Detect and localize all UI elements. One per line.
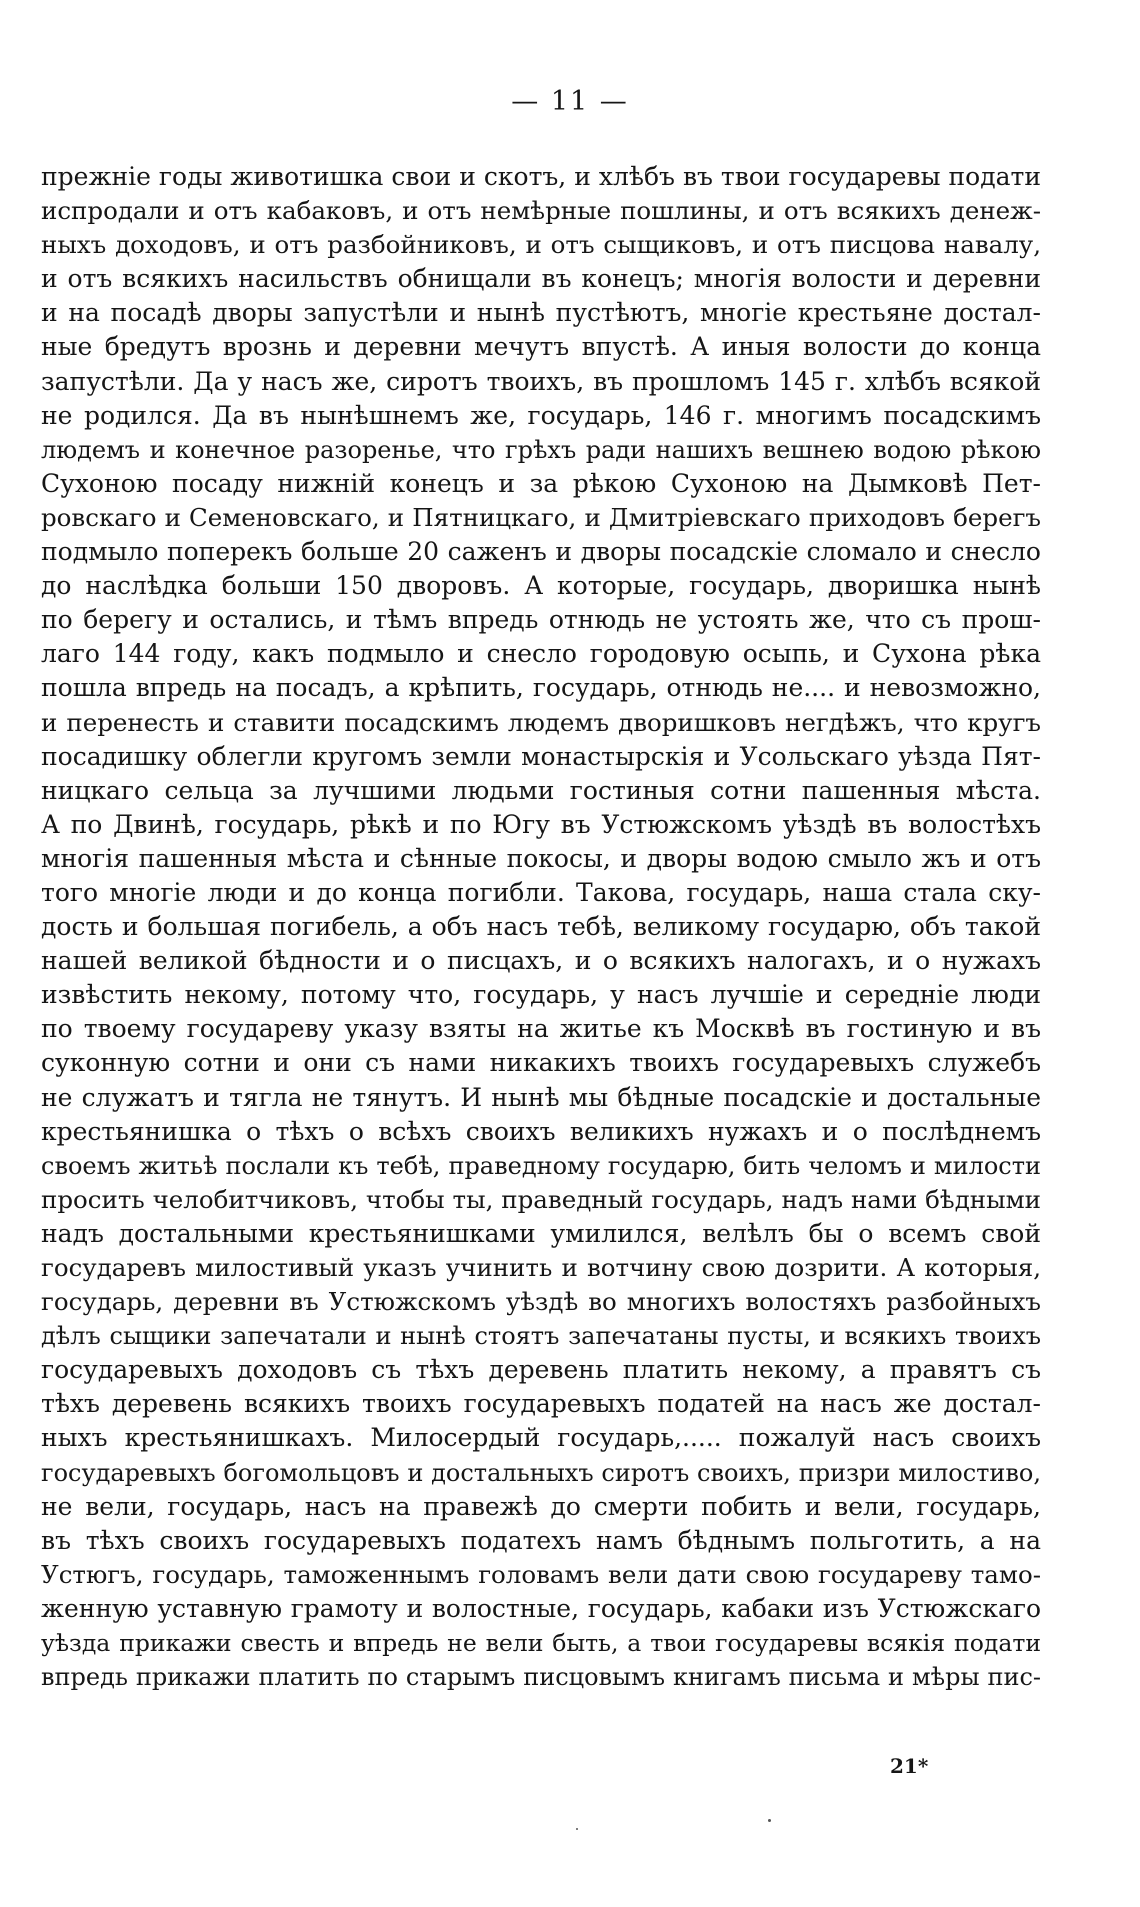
- text-line: не вели, государь, насъ на правежѣ до смерти побить и вели, государь,: [41, 1491, 1041, 1521]
- text-line: Устюгъ, государь, таможеннымъ головамъ вели дати свою государеву тамо-: [41, 1559, 1041, 1589]
- text-line: прежніе годы животишка свои и скотъ, и хлѣбъ въ твои государевы подати: [41, 162, 1041, 191]
- text-line: не родился. Да въ нынѣшнемъ же, государь, 146 г. многимъ посадскимъ: [41, 400, 1041, 430]
- body-text: [41, 160, 1041, 1694]
- text-line: уѣзда прикажи свесть и впредь не вели быть, а твои государевы всякія подати: [41, 1629, 1041, 1658]
- text-line: своемъ житьѣ послали къ тебѣ, праведному государю, бить челомъ и милости: [41, 1151, 1041, 1180]
- text-line: испродали и отъ кабаковъ, и отъ немѣрные пошлины, и отъ всякихъ денеж-: [41, 196, 1041, 226]
- text-line: тѣхъ деревень всякихъ твоихъ государевыхъ податей на насъ же достал-: [41, 1389, 1041, 1419]
- text-line: и отъ всякихъ насильствъ обнищали въ конецъ; многія волости и деревни: [41, 264, 1041, 294]
- text-line: лаго 144 году, какъ подмыло и снесло городовую осыпь, и Сухона рѣка: [41, 639, 1041, 669]
- text-line: Сухоною посаду нижній конецъ и за рѣкою Сухоною на Дымковѣ Пет-: [41, 468, 1041, 498]
- page-number: — 11 —: [511, 86, 629, 117]
- text-line: въ тѣхъ своихъ государевыхъ податехъ намъ бѣднымъ польготить, а на: [41, 1525, 1041, 1555]
- text-line: ровскаго и Семеновскаго, и Пятницкаго, и Дмитріевскаго приходовъ берегъ: [41, 502, 1041, 532]
- text-line: государевъ милостивый указъ учинить и вотчину свою дозрити. А которыя,: [41, 1253, 1041, 1282]
- text-line: запустѣли. Да у насъ же, сиротъ твоихъ, въ прошломъ 145 г. хлѣбъ всякой: [41, 366, 1041, 396]
- text-line: государевыхъ доходовъ съ тѣхъ деревень платить некому, а правятъ съ: [41, 1355, 1041, 1385]
- text-line: А по Двинѣ, государь, рѣкѣ и по Югу въ Устюжскомъ уѣздѣ въ волостѣхъ: [41, 809, 1041, 839]
- text-line: по берегу и остались, и тѣмъ впредь отнюдь не устоять же, что съ прош-: [41, 605, 1041, 635]
- text-line: ныхъ доходовъ, и отъ разбойниковъ, и отъ сыщиковъ, и отъ писцова навалу,: [41, 230, 1041, 260]
- paper-speck: [768, 1819, 771, 1822]
- text-line: и перенесть и ставити посадскимъ людемъ дворишковъ негдѣжъ, что кругъ: [41, 707, 1041, 737]
- text-line: ныхъ крестьянишкахъ. Милосердый государь,..... пожалуй насъ своихъ: [41, 1423, 1041, 1453]
- text-line: подмыло поперекъ больше 20 саженъ и дворы посадскіе сломало и снесло: [41, 537, 1041, 567]
- text-line: до наслѣдка больши 150 дворовъ. А которые, государь, дворишка нынѣ: [41, 571, 1041, 601]
- text-line: впредь прикажи платить по старымъ писцовымъ книгамъ письма и мѣры пис-: [41, 1663, 1041, 1692]
- paper-speck: [576, 1828, 578, 1830]
- text-line: нашей великой бѣдности и о писцахъ, и о всякихъ налогахъ, и о нужахъ: [41, 946, 1041, 976]
- text-line: не служатъ и тягла не тянутъ. И нынѣ мы бѣдные посадскіе и достальные: [41, 1082, 1041, 1112]
- text-line: пошла впредь на посадъ, а крѣпить, государь, отнюдь не.... и невозможно,: [41, 673, 1041, 703]
- text-line: надъ достальными крестьянишками умилился, велѣлъ бы о всемъ свой: [41, 1218, 1041, 1248]
- text-line: крестьянишка о тѣхъ о всѣхъ своихъ великихъ нужахъ и о послѣднемъ: [41, 1116, 1041, 1146]
- text-line: женную уставную грамоту и волостные, государь, кабаки изъ Устюжскаго: [41, 1593, 1041, 1623]
- text-line: ницкаго сельца за лучшими людьми гостиныя сотни пашенныя мѣста.: [41, 775, 1041, 805]
- text-line: ные бредутъ врознь и деревни мечутъ впустѣ. А иныя волости до конца: [41, 332, 1041, 362]
- text-line: того многіе люди и до конца погибли. Такова, государь, наша стала ску-: [41, 877, 1041, 907]
- text-line: просить челобитчиковъ, чтобы ты, праведный государь, надъ нами бѣдными: [41, 1184, 1041, 1214]
- text-line: дѣлъ сыщики запечатали и нынѣ стоятъ запечатаны пусты, и всякихъ твоихъ: [41, 1322, 1041, 1351]
- text-line: посадишку облегли кругомъ земли монастырскія и Усольскаго уѣзда Пят-: [41, 741, 1041, 771]
- text-line: дость и большая погибель, а объ насъ тебѣ, великому государю, объ такой: [41, 912, 1041, 942]
- text-line: государевыхъ богомольцовъ и достальныхъ сиротъ своихъ, призри милостиво,: [41, 1458, 1041, 1487]
- text-line: по твоему государеву указу взяты на житье къ Москвѣ въ гостиную и въ: [41, 1014, 1041, 1044]
- text-line: государь, деревни въ Устюжскомъ уѣздѣ во многихъ волостяхъ разбойныхъ: [41, 1287, 1041, 1317]
- text-line: извѣстить некому, потому что, государь, у насъ лучшіе и середніе люди: [41, 980, 1041, 1010]
- text-line: многія пашенныя мѣста и сѣнные покосы, и дворы водою смыло жъ и отъ: [41, 843, 1041, 873]
- printer-signature-mark: 21*: [890, 1754, 929, 1778]
- text-line: суконную сотни и они съ нами никакихъ твоихъ государевыхъ служебъ: [41, 1048, 1041, 1078]
- text-line: и на посадѣ дворы запустѣли и нынѣ пустѣютъ, многіе крестьяне достал-: [41, 298, 1041, 328]
- text-line: людемъ и конечное разоренье, что грѣхъ ради нашихъ вешнею водою рѣкою: [41, 435, 1041, 464]
